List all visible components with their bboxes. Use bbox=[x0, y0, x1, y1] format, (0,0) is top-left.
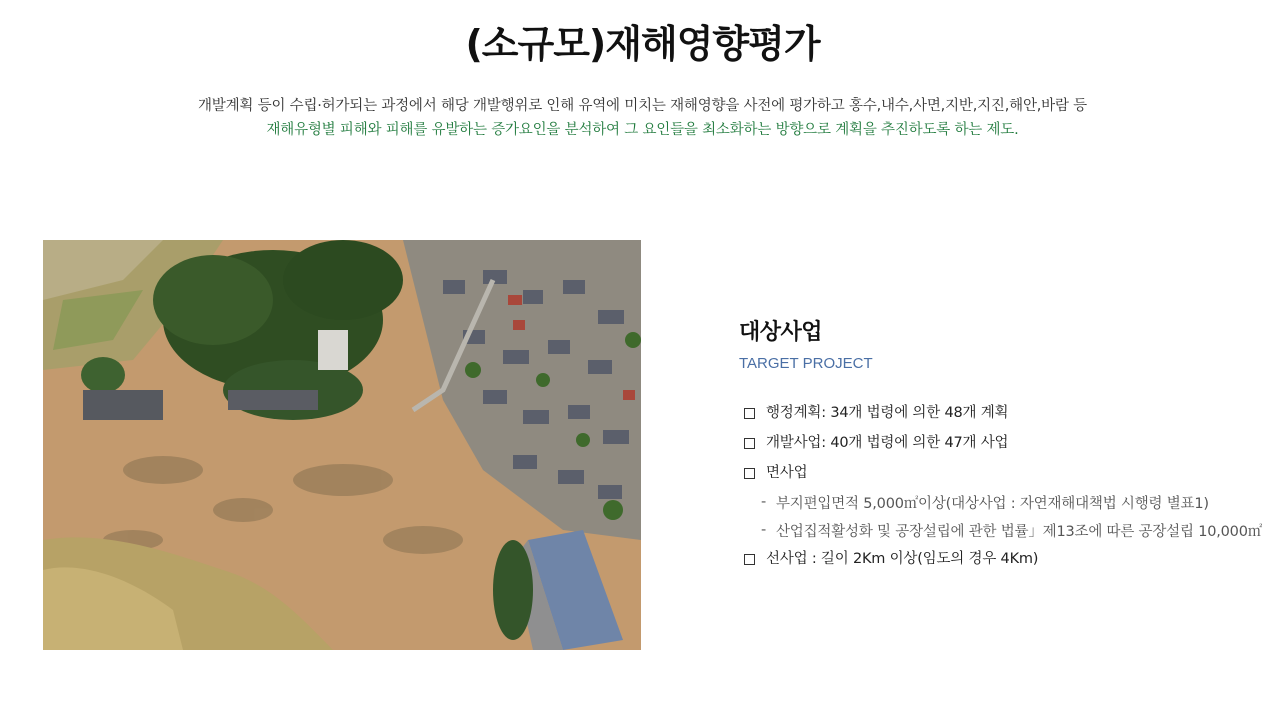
sub-list-item-label: 산업집적활성화 및 공장설립에 관한 법률」제13조에 따른 공장설립 10,000㎡ bbox=[776, 523, 1263, 540]
dash-marker: - bbox=[761, 494, 767, 510]
section-subtitle: TARGET PROJECT bbox=[739, 355, 873, 372]
target-list bbox=[739, 398, 1267, 574]
description-line-2: 재해유형별 피해와 피해를 유발하는 증가요인을 분석하여 그 요인들을 최소화하는 방향으로 계획을 추진하도록 하는 제도. bbox=[266, 122, 1019, 138]
list-item bbox=[739, 544, 1267, 574]
list-item-label: 면사업 bbox=[766, 465, 808, 481]
list-item bbox=[739, 428, 1267, 458]
target-project-section bbox=[739, 318, 1267, 574]
aerial-flood-photo bbox=[43, 240, 641, 650]
description-line-1: 개발계획 등이 수립·허가되는 과정에서 해당 개발행위로 인해 유역에 미치는 재해영향을 사전에 평가하고 홍수,내수,사면,지반,지진,해안,바람 등 bbox=[198, 98, 1087, 114]
dash-marker: - bbox=[761, 522, 767, 538]
sub-list-item-label: 부지편입면적 5,000㎡이상(대상사업 : 자연재해대책법 시행령 별표1) bbox=[776, 495, 1209, 512]
checkbox-icon bbox=[744, 468, 755, 479]
list-item-label: 선사업 : 길이 2Km 이상(임도의 경우 4Km) bbox=[766, 551, 1039, 567]
list-item bbox=[739, 458, 1267, 488]
sub-list-item bbox=[739, 516, 1267, 544]
intro-description bbox=[0, 94, 1271, 142]
list-item-label: 개발사업: 40개 법령에 의한 47개 사업 bbox=[766, 435, 1009, 451]
list-item bbox=[739, 398, 1267, 428]
list-item-label: 행정계획: 34개 법령에 의한 48개 계획 bbox=[766, 405, 1009, 421]
section-title: 대상사업 bbox=[739, 320, 823, 345]
checkbox-icon bbox=[744, 408, 755, 419]
checkbox-icon bbox=[744, 554, 755, 565]
checkbox-icon bbox=[744, 438, 755, 449]
page-title: (소규모)재해영향평가 bbox=[465, 22, 820, 66]
sub-list-item bbox=[739, 488, 1267, 516]
